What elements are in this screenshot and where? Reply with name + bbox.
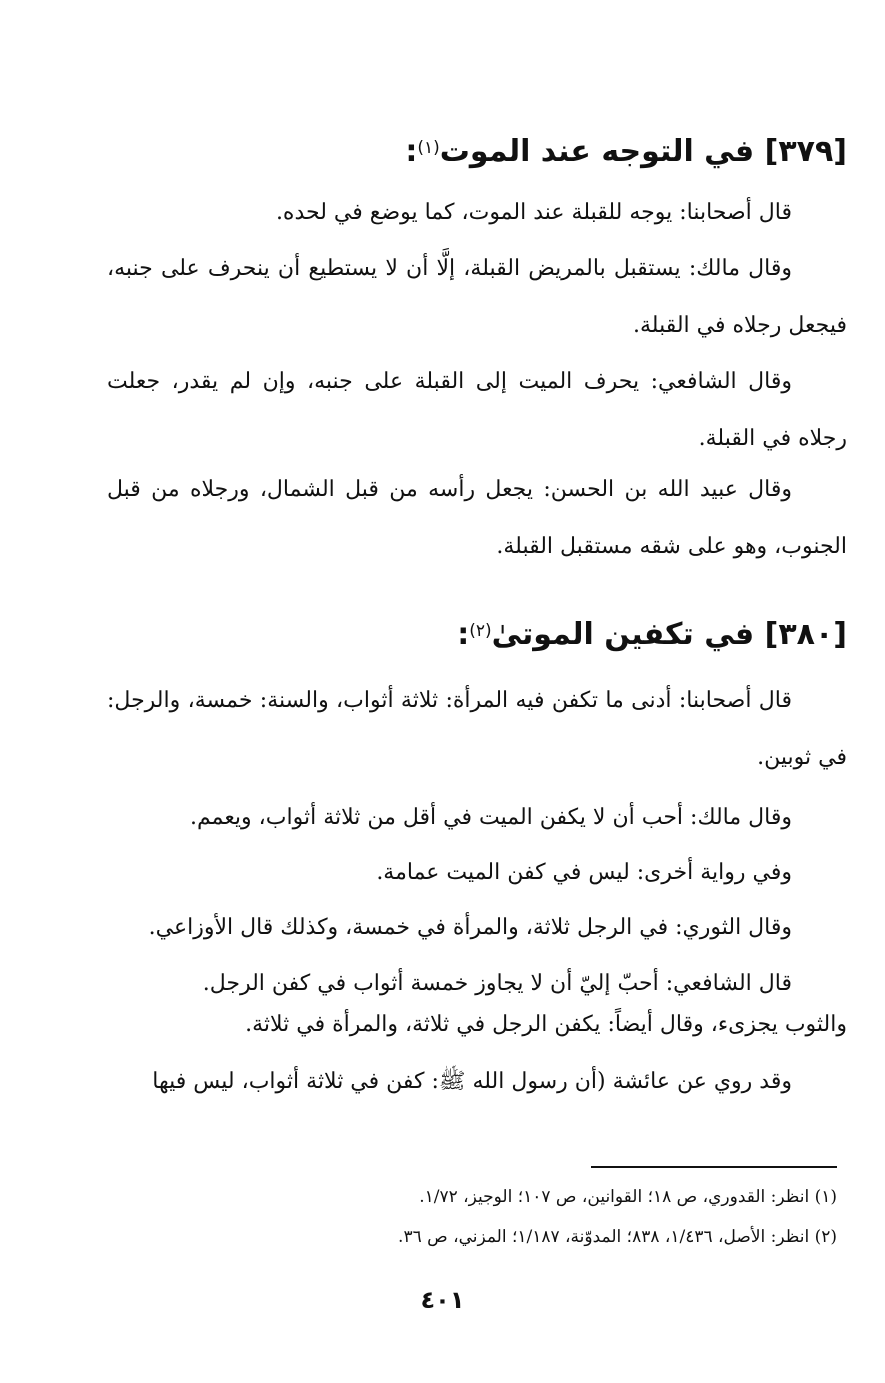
footnote-ref-1: (١)	[417, 138, 440, 158]
footnote-2: (٢) انظر: الأصل، ١/٤٣٦، ٨٣٨؛ المدوّنة، ١/١٨٧؛ المزني، ص ٣٦.	[398, 1227, 837, 1247]
footnote-separator	[591, 1166, 837, 1168]
section-380-paragraph-4: وقال الثوري: في الرجل ثلاثة، والمرأة في خمسة، وكذلك قال الأوزاعي.	[148, 915, 792, 940]
footnote-1: (١) انظر: القدوري، ص ١٨؛ القوانين، ص ١٠٧؛ الوجيز، ١/٧٢.	[419, 1187, 837, 1207]
heading-colon: :	[457, 617, 470, 652]
section-380-paragraph-2: وقال مالك: أحب أن لا يكفن الميت في أقل من ثلاثة أثواب، ويعمم.	[189, 805, 792, 830]
section-380-paragraph-1: قال أصحابنا: أدنى ما تكفن فيه المرأة: ثلاثة أثواب، والسنة: خمسة، والرجل: في ثوبين.	[107, 688, 847, 770]
section-379-paragraph-4: وقال عبيد الله بن الحسن: يجعل رأسه من قبل الشمال، ورجلاه من قبل الجنوب، وهو على شقه مستقبل القبلة.	[107, 477, 847, 559]
section-379-paragraph-2: وقال مالك: يستقبل بالمريض القبلة، إلَّا أن لا يستطيع أن ينحرف على جنبه، فيجعل رجلاه في القبلة.	[107, 256, 847, 338]
section-380-title: [٣٨٠] في تكفين الموتىٰ	[491, 617, 847, 652]
page-number: ٤٠١	[420, 1286, 465, 1314]
section-380-paragraph-5: قال الشافعي: أحبّ إليّ أن لا يجاوز خمسة أثواب في كفن الرجل.	[202, 971, 792, 996]
section-379-heading	[87, 132, 847, 172]
section-380-paragraph-3: وفي رواية أخرى: ليس في كفن الميت عمامة.	[376, 860, 792, 885]
section-380-heading	[87, 615, 847, 655]
section-380-paragraph-6: والثوب يجزىء، وقال أيضاً: يكفن الرجل في ثلاثة، والمرأة في ثلاثة.	[245, 1012, 847, 1037]
heading-colon: :	[405, 134, 418, 169]
section-379-paragraph-1: قال أصحابنا: يوجه للقبلة عند الموت، كما يوضع في لحده.	[275, 200, 792, 225]
section-379-paragraph-3: وقال الشافعي: يحرف الميت إلى القبلة على جنبه، وإن لم يقدر، جعلت رجلاه في القبلة.	[107, 369, 847, 451]
footnote-ref-2: (٢)	[469, 621, 492, 641]
section-379-title: [٣٧٩] في التوجه عند الموت	[439, 134, 847, 169]
section-380-paragraph-7: وقد روي عن عائشة (أن رسول الله ﷺ: كفن في ثلاثة أثواب، ليس فيها	[152, 1069, 792, 1094]
